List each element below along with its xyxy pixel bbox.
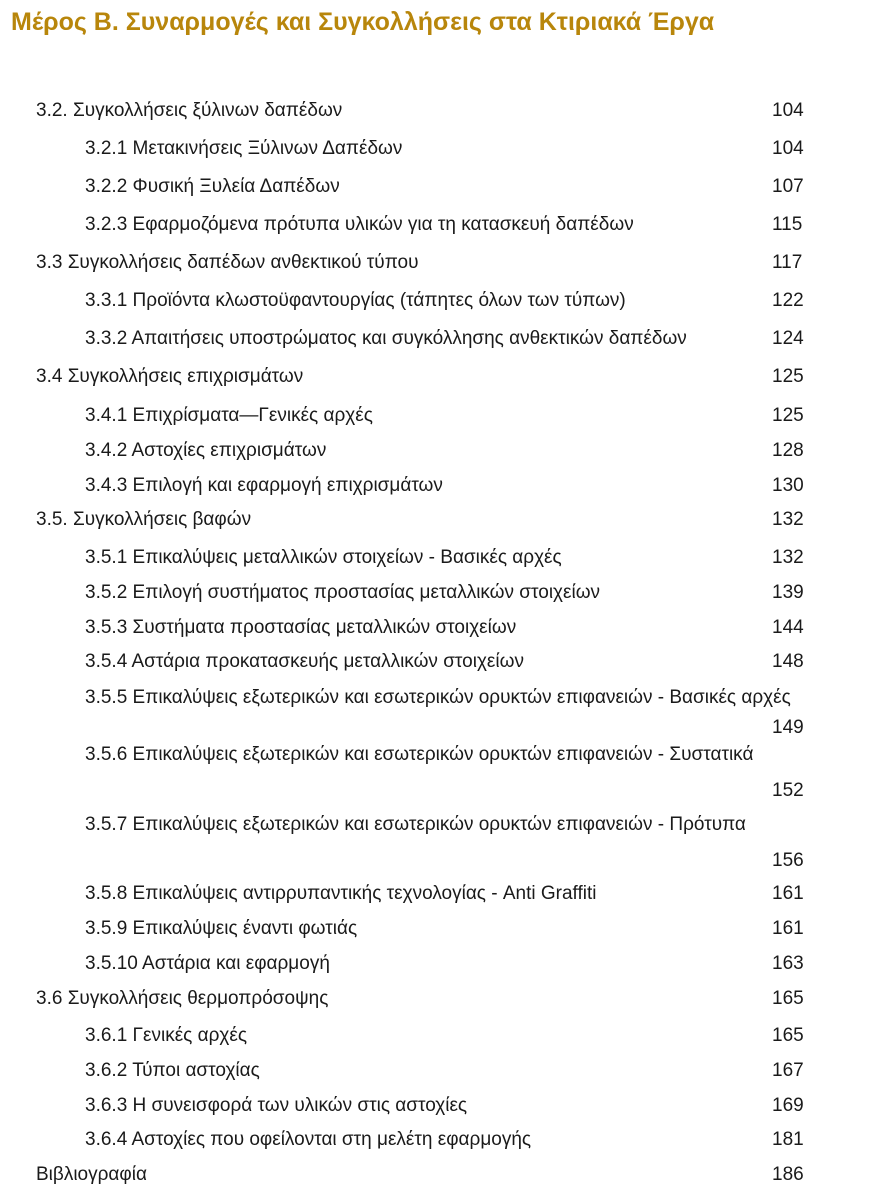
toc-entry-label: 3.3 Συγκολλήσεις δαπέδων ανθεκτικού τύπου bbox=[36, 252, 419, 273]
toc-entry-page: 161 bbox=[772, 883, 804, 904]
toc-entry-page: 115 bbox=[772, 214, 803, 235]
toc-entry-page: 132 bbox=[772, 509, 804, 530]
toc-entry-label: 3.6 Συγκολλήσεις θερμοπρόσοψης bbox=[36, 988, 329, 1009]
page-title: Μέρος Β. Συναρμογές και Συγκολλήσεις στα Κτιριακά Έργα bbox=[11, 8, 715, 36]
toc-entry-page: 117 bbox=[772, 252, 803, 273]
toc-entry[interactable] bbox=[0, 324, 888, 354]
toc-entry[interactable] bbox=[0, 471, 888, 501]
toc-entry-page: 144 bbox=[772, 617, 804, 638]
toc-entry-label: 3.6.2 Τύποι αστοχίας bbox=[85, 1060, 260, 1081]
toc-entry[interactable] bbox=[0, 401, 888, 431]
toc-entry-label: 3.5.6 Επικαλύψεις εξωτερικών και εσωτερικών ορυκτών επιφανειών - Συστατικά bbox=[85, 744, 754, 765]
toc-entry[interactable] bbox=[0, 879, 888, 909]
toc-entry-label: 3.5.10 Αστάρια και εφαρμογή bbox=[85, 953, 330, 974]
toc-entry-label: 3.4.1 Επιχρίσματα—Γενικές αρχές bbox=[85, 405, 373, 426]
toc-entry[interactable] bbox=[0, 683, 888, 738]
toc-entry-page: 122 bbox=[772, 290, 804, 311]
toc-entry-page: 186 bbox=[772, 1164, 804, 1185]
toc-entry-label: 3.2.3 Εφαρμοζόμενα πρότυπα υλικών για τη κατασκευή δαπέδων bbox=[85, 214, 634, 235]
toc-entry-page: 149 bbox=[772, 717, 804, 738]
toc-entry-page: 169 bbox=[772, 1095, 804, 1116]
toc-entry[interactable] bbox=[0, 172, 888, 202]
toc-entry-page: 152 bbox=[772, 780, 804, 801]
toc-entry[interactable] bbox=[0, 914, 888, 944]
toc-entry-label: 3.4.3 Επιλογή και εφαρμογή επιχρισμάτων bbox=[85, 475, 443, 496]
toc-entry-page: 139 bbox=[772, 582, 804, 603]
toc-entry[interactable] bbox=[0, 1091, 888, 1121]
toc-entry[interactable] bbox=[0, 436, 888, 466]
toc-entry-label: 3.5.1 Επικαλύψεις μεταλλικών στοιχείων - Βασικές αρχές bbox=[85, 547, 562, 568]
toc-entry[interactable] bbox=[0, 1021, 888, 1051]
toc-entry[interactable] bbox=[0, 613, 888, 643]
toc-entry[interactable] bbox=[0, 1125, 888, 1155]
toc-entry-label: 3.3.1 Προϊόντα κλωστοϋφαντουργίας (τάπητες όλων των τύπων) bbox=[85, 290, 626, 311]
toc-entry[interactable] bbox=[0, 286, 888, 316]
toc-entry[interactable] bbox=[0, 96, 888, 126]
toc-entry-label: 3.2.2 Φυσική Ξυλεία Δαπέδων bbox=[85, 176, 340, 197]
toc-entry[interactable] bbox=[0, 810, 888, 871]
toc-entry[interactable] bbox=[0, 949, 888, 979]
toc-entry-page: 128 bbox=[772, 440, 804, 461]
toc-entry[interactable] bbox=[0, 578, 888, 608]
toc-entry-label: 3.5.7 Επικαλύψεις εξωτερικών και εσωτερικών ορυκτών επιφανειών - Πρότυπα bbox=[85, 814, 746, 835]
toc-entry-page: 104 bbox=[772, 138, 804, 159]
toc-entry-page: 165 bbox=[772, 1025, 804, 1046]
toc-entry[interactable] bbox=[0, 248, 888, 278]
toc-entry-page: 163 bbox=[772, 953, 804, 974]
toc-entry[interactable] bbox=[0, 134, 888, 164]
toc-entry-label: 3.5. Συγκολλήσεις βαφών bbox=[36, 509, 252, 530]
toc-entry-page: 125 bbox=[772, 405, 804, 426]
toc-entry-page: 124 bbox=[772, 328, 804, 349]
toc-entry-label: 3.4.2 Αστοχίες επιχρισμάτων bbox=[85, 440, 327, 461]
toc-entry-label: 3.2.1 Μετακινήσεις Ξύλινων Δαπέδων bbox=[85, 138, 403, 159]
toc-entry[interactable] bbox=[0, 740, 888, 801]
toc-entry[interactable] bbox=[0, 210, 888, 240]
toc-entry-page: 148 bbox=[772, 651, 804, 672]
toc-entry-page: 130 bbox=[772, 475, 804, 496]
toc-entry-label: 3.5.4 Αστάρια προκατασκευής μεταλλικών στοιχείων bbox=[85, 651, 524, 672]
toc-entry[interactable] bbox=[0, 362, 888, 392]
toc-entry-page: 167 bbox=[772, 1060, 804, 1081]
toc-entry-label: 3.5.8 Επικαλύψεις αντιρρυπαντικής τεχνολογίας - Anti Graffiti bbox=[85, 883, 597, 904]
toc-entry-page: 125 bbox=[772, 366, 804, 387]
toc-entry-label: 3.6.1 Γενικές αρχές bbox=[85, 1025, 247, 1046]
toc-entry[interactable] bbox=[0, 647, 888, 677]
toc-entry-label: 3.6.3 Η συνεισφορά των υλικών στις αστοχίες bbox=[85, 1095, 468, 1116]
toc-entry[interactable] bbox=[0, 505, 888, 535]
toc-entry-label: 3.6.4 Αστοχίες που οφείλονται στη μελέτη εφαρμογής bbox=[85, 1129, 532, 1150]
toc-entry-label: 3.4 Συγκολλήσεις επιχρισμάτων bbox=[36, 366, 304, 387]
toc-entry-page: 165 bbox=[772, 988, 804, 1009]
toc-entry[interactable] bbox=[0, 1160, 888, 1190]
toc-entry-label: Βιβλιογραφία bbox=[36, 1164, 147, 1185]
toc-entry[interactable] bbox=[0, 543, 888, 573]
toc-entry-label: 3.5.9 Επικαλύψεις έναντι φωτιάς bbox=[85, 918, 358, 939]
toc-entry-page: 132 bbox=[772, 547, 804, 568]
toc-entry-page: 181 bbox=[772, 1129, 804, 1150]
toc-entry-label: 3.2. Συγκολλήσεις ξύλινων δαπέδων bbox=[36, 100, 343, 121]
toc-entry-label: 3.5.5 Επικαλύψεις εξωτερικών και εσωτερικών ορυκτών επιφανειών - Βασικές αρχές bbox=[85, 687, 791, 708]
toc-entry-label: 3.5.3 Συστήματα προστασίας μεταλλικών στοιχείων bbox=[85, 617, 517, 638]
toc-entry-page: 156 bbox=[772, 850, 804, 871]
toc-entry-label: 3.5.2 Επιλογή συστήματος προστασίας μεταλλικών στοιχείων bbox=[85, 582, 601, 603]
toc-entry[interactable] bbox=[0, 1056, 888, 1086]
toc-entry-label: 3.3.2 Απαιτήσεις υποστρώματος και συγκόλλησης ανθεκτικών δαπέδων bbox=[85, 328, 687, 349]
toc-entry-page: 104 bbox=[772, 100, 804, 121]
toc-entry-page: 107 bbox=[772, 176, 804, 197]
toc-entry[interactable] bbox=[0, 984, 888, 1014]
toc-entry-page: 161 bbox=[772, 918, 804, 939]
